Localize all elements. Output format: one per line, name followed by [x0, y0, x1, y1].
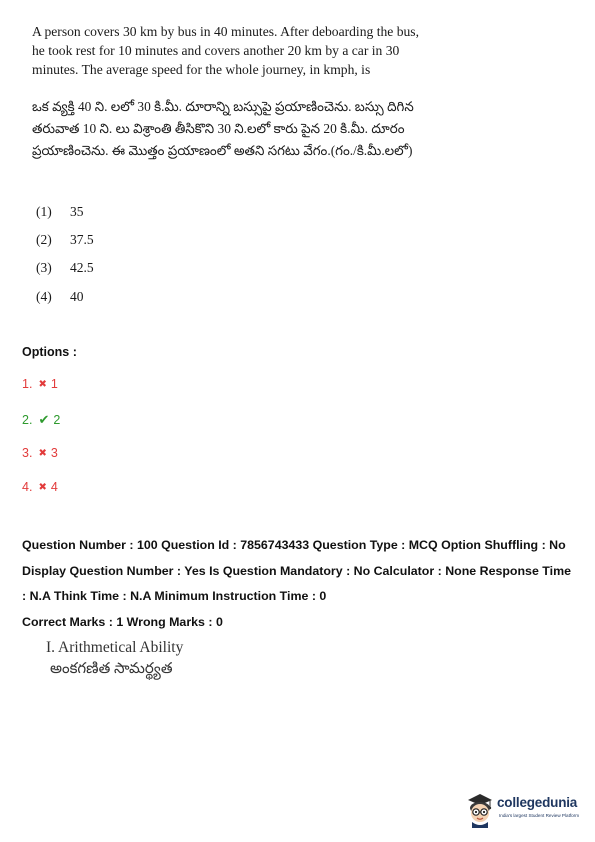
answer-choice-2 — [22, 412, 60, 428]
section-title-english: I. Arithmetical Ability — [46, 639, 184, 656]
option-value: 35 — [70, 204, 84, 220]
metadata-line: Display Question Number : Yes Is Question Mandatory : No Calculator : None Response Time — [22, 563, 571, 578]
cross-icon: ✖ — [38, 481, 47, 493]
marks-line: Correct Marks : 1 Wrong Marks : 0 — [22, 614, 223, 629]
option-number: (1) — [36, 204, 52, 220]
option-number: (4) — [36, 288, 52, 304]
option-number: (3) — [36, 260, 52, 276]
answer-choice-1 — [22, 377, 58, 391]
mascot-icon — [463, 788, 497, 828]
section-title-telugu: అంకగణిత సామర్థ్యత — [50, 661, 173, 677]
option-value: 42.5 — [70, 260, 94, 276]
question-option — [36, 283, 94, 311]
question-english: A person covers 30 km by bus in 40 minutes. After deboarding the bus, he took rest for 10 minutes and covers another 20 km by a car in 30 minutes. The average speed for the whole journey, in kmph, is — [32, 24, 419, 77]
choice-value: 4 — [50, 480, 58, 494]
option-value: 37.5 — [70, 232, 94, 248]
option-number: (2) — [36, 232, 52, 248]
question-option-list — [36, 198, 94, 311]
question-telugu: ఒక వ్యక్తి 40 ని. లలో 30 కి.మీ. దూరాన్ని బస్సుపై ప్రయాణించెను. బస్సు దిగిన తరువాత 10 ని. లు విశ్రాంతి తీసికొని 30 ని.లలో కారు పైన 20 కి.మీ. దూరం ప్రయాణించెను. ఈ మొత్తం ప్రయాణంలో అతని సగటు వేగం.(గం./కి.మీ.లలో) — [32, 99, 414, 158]
metadata-line: : N.A Think Time : N.A Minimum Instruction Time : 0 — [22, 589, 327, 603]
metadata-line: Question Number : 100 Question Id : 7856743433 Question Type : MCQ Option Shuffling : No — [22, 538, 566, 552]
question-option — [36, 226, 94, 254]
choice-value: 3 — [50, 446, 58, 460]
cross-icon: ✖ — [38, 447, 47, 459]
question-metadata — [22, 533, 582, 635]
question-option — [36, 198, 94, 226]
answer-choice-4 — [22, 480, 58, 494]
choice-label: 1. — [22, 377, 33, 391]
brand-tagline: India's largest Student Review Platform — [499, 813, 580, 818]
question-option — [36, 254, 94, 282]
answer-choice-3 — [22, 446, 58, 460]
options-heading: Options : — [22, 345, 77, 359]
choice-value: 2 — [53, 413, 61, 427]
option-value: 40 — [70, 288, 84, 304]
cross-icon: ✖ — [38, 378, 47, 390]
brand-name: collegedunia — [497, 795, 578, 810]
choice-label: 2. — [22, 413, 33, 427]
check-icon: ✔ — [38, 412, 50, 427]
choice-label: 3. — [22, 446, 33, 460]
choice-value: 1 — [50, 377, 58, 391]
brand-logo — [463, 788, 587, 828]
section-heading — [46, 638, 183, 680]
choice-label: 4. — [22, 480, 33, 494]
